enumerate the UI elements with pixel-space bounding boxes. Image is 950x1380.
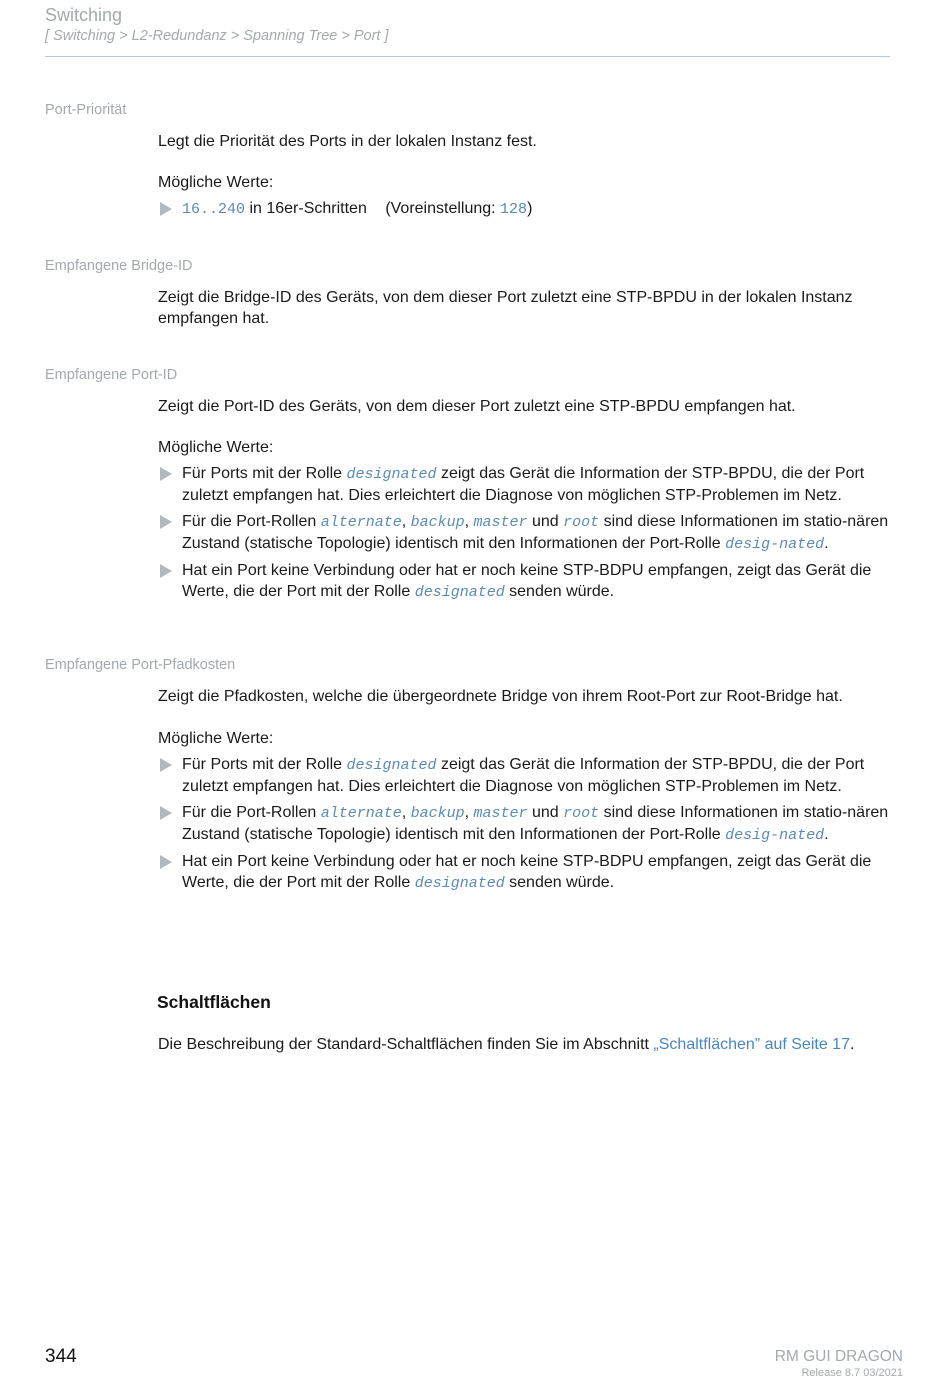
separator: ,	[464, 804, 474, 821]
list-item	[158, 754, 908, 797]
role-root: root	[563, 514, 600, 531]
buttons-text: Die Beschreibung der Standard-Schaltflächen finden Sie im Abschnitt	[158, 1036, 654, 1053]
bullet-text: Hat ein Port keine Verbindung oder hat er noch keine STP-BDPU empfangen, zeigt das Gerät die Werte, die der Port mit der Rolle	[182, 562, 872, 600]
page-number: 344	[45, 1346, 77, 1367]
received-port-id-values-label: Mögliche Werte:	[158, 439, 274, 456]
port-priority-values-label: Mögliche Werte:	[158, 174, 274, 191]
received-port-id-label: Empfangene Port-ID	[45, 367, 178, 383]
list-item	[158, 511, 908, 555]
received-bridge-id-label: Empfangene Bridge-ID	[45, 258, 193, 274]
role-designated: designated	[414, 584, 505, 601]
port-priority-description: Legt die Priorität des Ports in der lokalen Instanz fest.	[158, 133, 537, 150]
received-path-cost-values-label: Mögliche Werte:	[158, 730, 274, 747]
role-designated: desig-nated	[725, 827, 825, 844]
bullet-text: Für Ports mit der Rolle	[182, 465, 347, 482]
list-item	[158, 802, 908, 846]
bullet-arrow-icon	[160, 467, 172, 481]
received-port-id-values-list	[158, 463, 908, 608]
role-master: master	[473, 805, 528, 822]
received-port-id-description: Zeigt die Port-ID des Geräts, von dem dieser Port zuletzt eine STP-BPDU empfangen hat.	[158, 398, 796, 415]
buttons-section-link[interactable]: „Schaltflächen” auf Seite 17	[653, 1036, 850, 1053]
header-divider	[45, 56, 890, 57]
bullet-text: zeigt das Gerät die Information der STP-BPDU, die der Port zuletzt empfangen hat. Dies erleichtert die Diagnose von möglichen STP-Problemen im Netz.	[182, 465, 865, 504]
list-item	[158, 851, 908, 894]
role-backup: backup	[410, 514, 465, 531]
footer-product-info	[775, 1348, 903, 1380]
separator: ,	[401, 513, 411, 530]
separator: ,	[464, 513, 474, 530]
bullet-text: sind diese Informationen im statio-nären Zustand (statische Topologie) identisch mit den Informationen der Port-Rolle	[182, 804, 889, 843]
role-root: root	[563, 805, 600, 822]
bullet-text: .	[824, 826, 829, 843]
bullet-text: Für Ports mit der Rolle	[182, 756, 347, 773]
received-path-cost-description: Zeigt die Pfadkosten, welche die übergeordnete Bridge von ihrem Root-Port zur Root-Bridge hat.	[158, 688, 843, 705]
list-item	[158, 198, 908, 220]
bullet-text: Hat ein Port keine Verbindung oder hat er noch keine STP-BDPU empfangen, zeigt das Gerät die Werte, die der Port mit der Rolle	[182, 853, 872, 891]
chapter-title: Switching	[45, 5, 123, 25]
default-value: 128	[500, 201, 528, 218]
role-master: master	[473, 514, 528, 531]
bullet-text: .	[824, 535, 829, 552]
received-path-cost-label: Empfangene Port-Pfadkosten	[45, 657, 236, 673]
range-value: 16..240	[182, 201, 246, 218]
bullet-arrow-icon	[160, 806, 172, 820]
bullet-text: Für die Port-Rollen	[182, 513, 321, 530]
list-item	[158, 560, 908, 603]
role-designated: desig-nated	[725, 536, 825, 553]
role-designated: designated	[346, 757, 437, 774]
bullet-text: senden würde.	[504, 583, 615, 600]
bullet-arrow-icon	[160, 564, 172, 578]
breadcrumb: [ Switching > L2-Redundanz > Spanning Tree > Port ]	[45, 28, 389, 44]
bullet-text: zeigt das Gerät die Information der STP-BPDU, die der Port zuletzt empfangen hat. Dies erleichtert die Diagnose von möglichen STP-Problemen im Netz.	[182, 756, 865, 795]
bullet-arrow-icon	[160, 202, 172, 216]
role-designated: designated	[346, 466, 437, 483]
role-alternate: alternate	[320, 805, 402, 822]
page-header	[45, 4, 890, 46]
role-alternate: alternate	[320, 514, 402, 531]
role-backup: backup	[410, 805, 465, 822]
default-prefix: (Voreinstellung:	[385, 200, 501, 217]
step-text: in 16er-Schritten	[245, 200, 367, 217]
list-item	[158, 463, 908, 506]
bullet-arrow-icon	[160, 515, 172, 529]
product-name: RM GUI DRAGON	[774, 1348, 903, 1365]
bullet-text: und	[527, 513, 564, 530]
bullet-arrow-icon	[160, 758, 172, 772]
default-suffix: )	[527, 200, 533, 217]
bullet-text: senden würde.	[504, 874, 615, 891]
bullet-text: Für die Port-Rollen	[182, 804, 321, 821]
buttons-text-end: .	[849, 1036, 855, 1053]
bullet-text: sind diese Informationen im statio-nären Zustand (statische Topologie) identisch mit den Informationen der Port-Rolle	[182, 513, 889, 552]
bullet-arrow-icon	[160, 855, 172, 869]
release-info: Release 8.7 03/2021	[801, 1367, 903, 1379]
buttons-description	[158, 1034, 908, 1055]
received-bridge-id-description: Zeigt die Bridge-ID des Geräts, von dem dieser Port zuletzt eine STP-BPDU in der lokalen Instanz empfangen hat.	[158, 289, 853, 327]
role-designated: designated	[414, 875, 505, 892]
buttons-heading: Schaltflächen	[157, 992, 271, 1012]
port-priority-label: Port-Priorität	[45, 102, 127, 118]
received-path-cost-values-list	[158, 754, 908, 899]
port-priority-values-list	[158, 198, 908, 225]
separator: ,	[401, 804, 411, 821]
bullet-text: und	[527, 804, 564, 821]
